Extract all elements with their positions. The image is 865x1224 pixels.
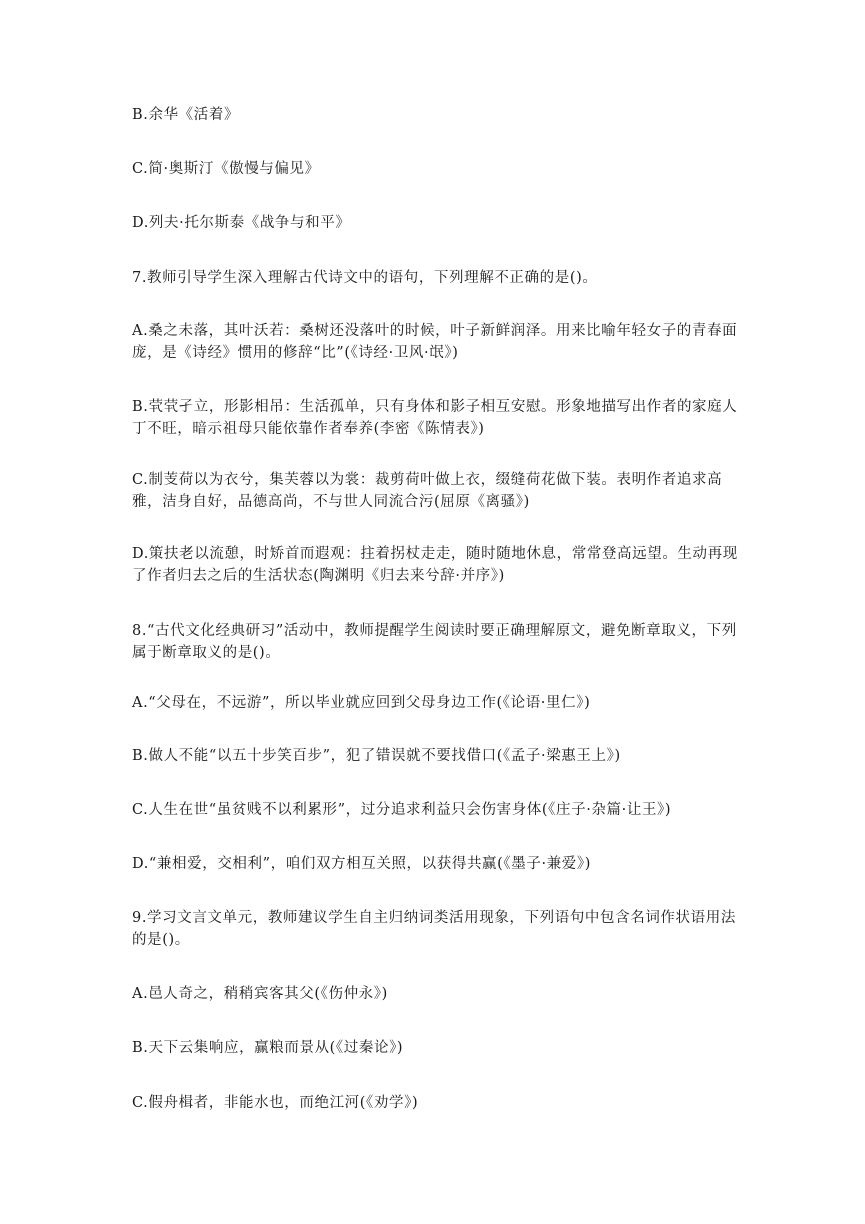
option-c-q6: C.简·奥斯汀《傲慢与偏见》: [132, 161, 320, 177]
option-b-q8: B.做人不能“以五十步笑百步”，犯了错误就不要找借口(《孟子·梁惠王上》): [132, 748, 621, 764]
option-a-q9: A.邑人奇之，稍稍宾客其父(《伤仲永》): [132, 986, 388, 1002]
option-d-q8: D.“兼相爱，交相利”，咱们双方相互关照，以获得共赢(《墨子·兼爱》): [132, 856, 591, 872]
option-c-q7: C.制芰荷以为衣兮，集芙蓉以为裳：裁剪荷叶做上衣，缀缝荷花做下装。表明作者追求高雅，洁身自好，品德高尚，不与世人同流合污(屈原《离骚》): [132, 472, 723, 510]
option-b-q6: B.余华《活着》: [132, 107, 240, 123]
option-b-q9: B.天下云集响应，赢粮而景从(《过秦论》): [132, 1040, 404, 1056]
option-c-q8: C.人生在世“虽贫贱不以利累形”，过分追求利益只会伤害身体(《庄子·杂篇·让王》): [132, 802, 672, 818]
option-a-q7: A.桑之未落，其叶沃若：桑树还没落叶的时候，叶子新鲜润泽。用来比喻年轻女子的青春面庞，是《诗经》惯用的修辞“比”(《诗经·卫风·氓》): [132, 323, 738, 361]
option-c-q9: C.假舟楫者，非能水也，而绝江河(《劝学》): [132, 1095, 419, 1111]
option-b-q7: B.茕茕孑立，形影相吊：生活孤单，只有身体和影子相互安慰。形象地描写出作者的家庭人丁不旺，暗示祖母只能依靠作者奉养(李密《陈情表》): [132, 399, 738, 437]
question-9: 9.学习文言文单元，教师建议学生自主归纳词类活用现象，下列语句中包含名词作状语用法的是()。: [132, 910, 736, 948]
option-d-q6: D.列夫·托尔斯泰《战争与和平》: [132, 215, 351, 231]
question-8: 8.“古代文化经典研习”活动中，教师提醒学生阅读时要正确理解原文，避免断章取义，下列属于断章取义的是()。: [132, 623, 737, 661]
option-a-q8: A.“父母在，不远游”，所以毕业就应回到父母身边工作(《论语·里仁》): [132, 695, 591, 711]
question-7: 7.教师引导学生深入理解古代诗文中的语句，下列理解不正确的是()。: [132, 270, 598, 286]
option-d-q7: D.策扶老以流憩，时矫首而遐观：拄着拐杖走走，随时随地休息，常常登高远望。生动再现了作者归去之后的生活状态(陶渊明《归去来兮辞·并序》): [132, 546, 738, 584]
